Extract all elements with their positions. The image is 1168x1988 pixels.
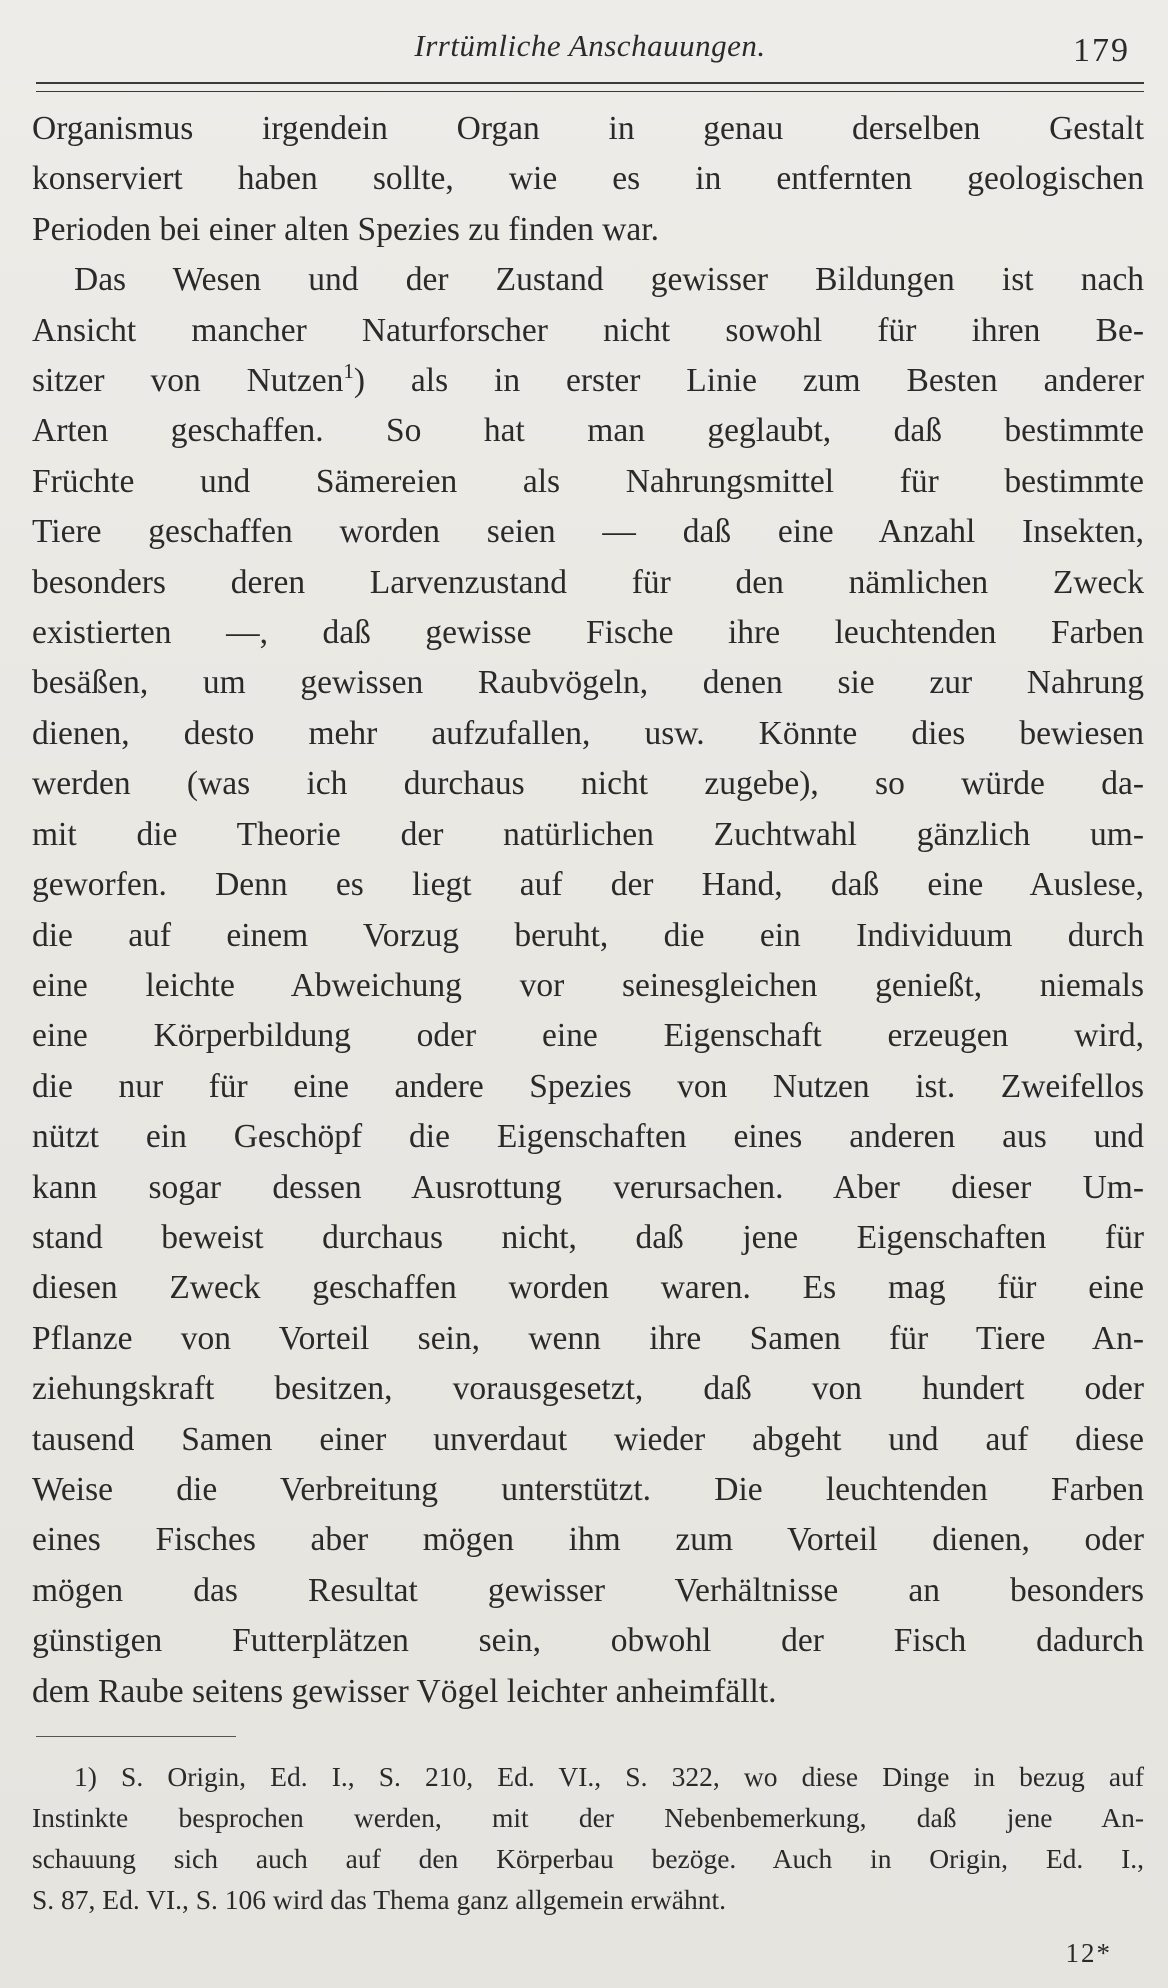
body-line: Das Wesen und der Zustand gewisser Bildungen ist nach <box>74 261 1144 299</box>
body-line: günstigen Futterplätzen sein, obwohl der Fisch dadurch <box>32 1622 1144 1660</box>
body-line: die nur für eine andere Spezies von Nutzen ist. Zweifellos <box>32 1067 1144 1105</box>
body-line: Organismus irgendein Organ in genau derselben Gestalt <box>32 110 1144 147</box>
body-line-with-footnote-ref <box>32 356 1144 406</box>
body-line: die auf einem Vorzug beruht, die ein Individuum durch <box>32 916 1144 954</box>
body-line: Tiere geschaffen worden seien — daß eine Anzahl Insekten, <box>32 513 1144 551</box>
printer-signature: 12* <box>1065 1938 1112 1968</box>
body-line: tausend Samen einer unverdaut wieder abgeht und auf diese <box>32 1420 1144 1458</box>
body-line: eine Körperbildung oder eine Eigenschaft erzeugen wird, <box>32 1017 1144 1055</box>
footnote-line: 1) S. Origin, Ed. I., S. 210, Ed. VI., S. 322, wo diese Dinge in bezug auf <box>74 1761 1144 1792</box>
body-line-text: ) als in erster Linie zum Besten anderer <box>353 362 1144 400</box>
footnote-block <box>32 1756 1144 1920</box>
running-head <box>36 24 1144 74</box>
body-text <box>32 104 1144 1717</box>
footnote-line: Instinkte besprochen werden, mit der Nebenbemerkung, daß jene An- <box>32 1802 1144 1833</box>
body-line: dem Raube seitens gewisser Vögel leichter anheimfällt. <box>32 1672 777 1710</box>
footnote-line: schauung sich auch auf den Körperbau bezöge. Auch in Origin, Ed. I., <box>32 1843 1144 1874</box>
footnote-rule <box>36 1736 236 1737</box>
body-line: Arten geschaffen. So hat man geglaubt, daß bestimmte <box>32 412 1144 450</box>
body-line: Früchte und Sämereien als Nahrungsmittel für bestimmte <box>32 462 1144 500</box>
body-line: stand beweist durchaus nicht, daß jene Eigenschaften für <box>32 1218 1144 1256</box>
body-line: Weise die Verbreitung unterstützt. Die leuchtenden Farben <box>32 1470 1144 1508</box>
body-line: nützt ein Geschöpf die Eigenschaften eines anderen aus und <box>32 1118 1144 1156</box>
body-line: kann sogar dessen Ausrottung verursachen. Aber dieser Um- <box>32 1168 1144 1206</box>
running-title: Irrtümliche Anschauungen. <box>414 28 766 63</box>
body-line: werden (was ich durchaus nicht zugebe), so würde da- <box>32 765 1144 803</box>
body-line: eines Fisches aber mögen ihm zum Vorteil dienen, oder <box>32 1521 1144 1559</box>
body-line: mögen das Resultat gewisser Verhältnisse an besonders <box>32 1571 1144 1609</box>
footnote-marker: 1 <box>343 359 354 384</box>
body-line: mit die Theorie der natürlichen Zuchtwahl gänzlich um- <box>32 815 1144 853</box>
body-line: Perioden bei einer alten Spezies zu finden war. <box>32 210 659 248</box>
body-line: Ansicht mancher Naturforscher nicht sowohl für ihren Be- <box>32 311 1144 349</box>
footnote-line: S. 87, Ed. VI., S. 106 wird das Thema ganz allgemein erwähnt. <box>32 1884 726 1915</box>
header-double-rule <box>36 82 1144 92</box>
body-line: diesen Zweck geschaffen worden waren. Es mag für eine <box>32 1269 1144 1307</box>
body-line: besäßen, um gewissen Raubvögeln, denen sie zur Nahrung <box>32 664 1144 702</box>
body-line: geworfen. Denn es liegt auf der Hand, daß eine Auslese, <box>32 866 1144 904</box>
body-line: besonders deren Larvenzustand für den nämlichen Zweck <box>32 563 1144 601</box>
page-number: 179 <box>1073 32 1130 69</box>
body-line: ziehungskraft besitzen, vorausgesetzt, daß von hundert oder <box>32 1370 1144 1408</box>
body-line: existierten —, daß gewisse Fische ihre leuchtenden Farben <box>32 614 1144 652</box>
body-line: eine leichte Abweichung vor seinesgleichen genießt, niemals <box>32 966 1144 1004</box>
body-line: Pflanze von Vorteil sein, wenn ihre Samen für Tiere An- <box>32 1319 1144 1357</box>
body-line: konserviert haben sollte, wie es in entfernten geologischen <box>32 160 1144 198</box>
body-line: dienen, desto mehr aufzufallen, usw. Könnte dies bewiesen <box>32 714 1144 752</box>
body-line-text: sitzer von Nutzen <box>32 362 344 400</box>
